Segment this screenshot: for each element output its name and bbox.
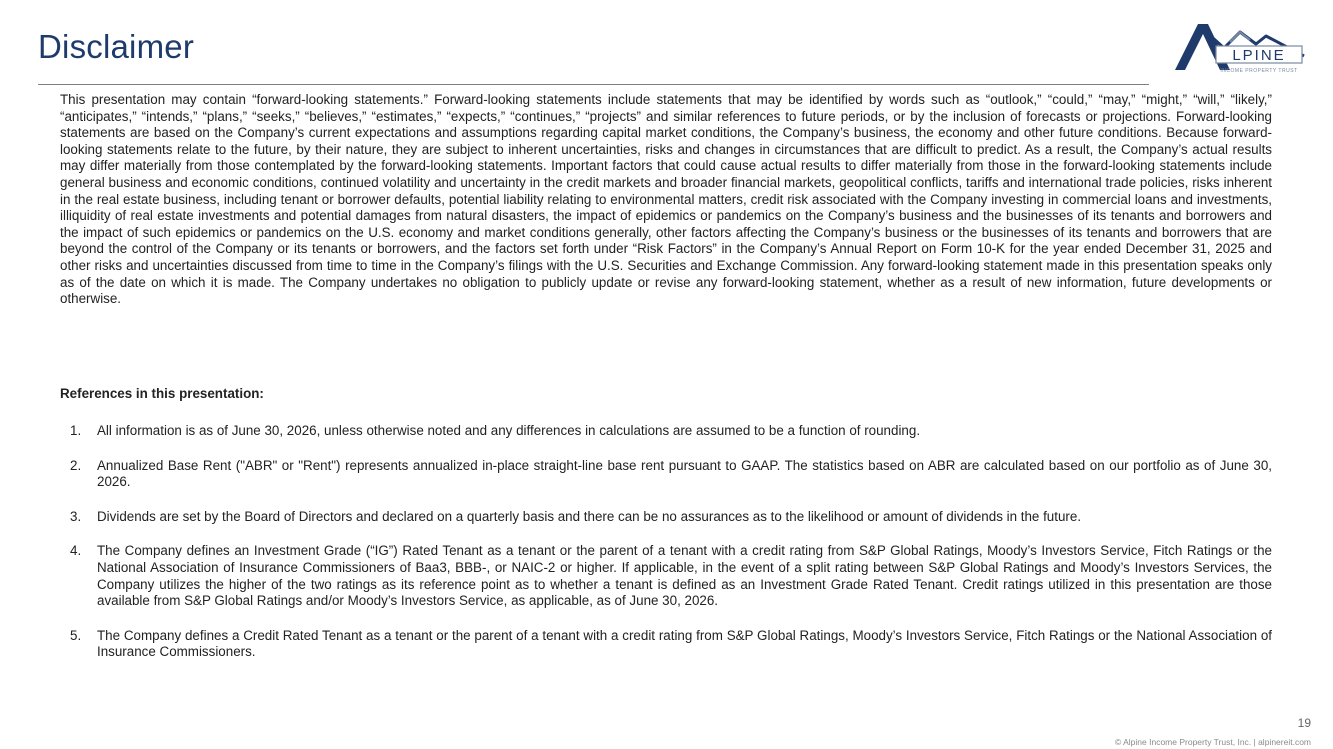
reference-number: 4. [70,543,82,559]
page-number: 19 [1297,716,1311,730]
footer-copyright: © Alpine Income Property Trust, Inc. | alpinereit.com [1114,737,1311,747]
reference-text: Dividends are set by the Board of Directors and declared on a quarterly basis and there can be no assurances as to the likelihood or amount of dividends in the future. [97,508,1082,524]
reference-text: Annualized Base Rent ("ABR" or "Rent") represents annualized in-place straight-line base rent pursuant to GAAP. The statistics based on ABR are calculated based on our portfolio as of June 30, 2026. [97,457,1272,490]
reference-item [60,509,1272,526]
references-list [60,423,1272,661]
reference-item [60,423,1272,440]
alpine-logo [1170,18,1312,76]
reference-item [60,543,1272,609]
reference-item [60,458,1272,491]
reference-number: 2. [70,457,82,473]
reference-text: The Company defines an Investment Grade (“IG”) Rated Tenant as a tenant or the parent of a tenant with a credit rating from S&P Global Ratings, Moody’s Investors Service, Fitch Ratings or the National Association of Insurance Commissioners of Baa3, BBB-, or NAIC-2 or higher. If applicable, in the event of a split rating between S&P Global Ratings and Moody’s Investors Services, the Company utilizes the higher of the two ratings as its reference point as to whether a tenant is defined as an Investment Grade Rated Tenant. Credit ratings utilized in this presentation are those available from S&P Global Ratings and/or Moody’s Investors Service, as applicable, as of June 30, 2026. [97,543,1272,609]
reference-text: All information is as of June 30, 2026, unless otherwise noted and any differences in calculations are assumed to be a function of rounding. [97,423,921,438]
reference-number: 1. [70,423,82,438]
logo-wordmark: LPINE [1232,47,1286,64]
title-divider [38,84,1149,85]
disclaimer-paragraph: This presentation may contain “forward-looking statements.” Forward-looking statements include statements that may be identified by words such as “outlook,” “could,” “may,” “might,” “will,” “likely,” “anticipates,” “intends,” “plans,” “seeks,” “believes,” “estimates,” “expects,” “continues,” “projects” and similar references to future periods, or by the inclusion of forecasts or projections. Forward-looking statements are based on the Company’s current expectations and assumptions regarding capital market conditions, the Company’s business, the economy and other future conditions. Because forward-looking statements relate to the future, by their nature, they are subject to inherent uncertainties, risks and changes in circumstances that are difficult to predict. As a result, the Company’s actual results may differ materially from those contemplated by the forward-looking statements. Important factors that could cause actual results to differ materially from those in the forward-looking statements include general business and economic conditions, continued volatility and uncertainty in the credit markets and broader financial markets, geopolitical conflicts, tariffs and international trade policies, risks inherent in the real estate business, including tenant or borrower defaults, potential liability relating to environmental matters, credit risk associated with the Company investing in commercial loans and investments, illiquidity of real estate investments and potential damages from natural disasters, the impact of epidemics or pandemics on the Company’s business and the businesses of its tenants and borrowers and the impact of such epidemics or pandemics on the U.S. economy and market conditions generally, other factors affecting the Company’s business or the businesses of its tenants and borrowers that are beyond the control of the Company or its tenants or borrowers, and the factors set forth under “Risk Factors” in the Company’s Annual Report on Form 10-K for the year ended December 31, 2025 and other risks and uncertainties discussed from time to time in the Company’s filings with the U.S. Securities and Exchange Commission. Any forward-looking statement made in this presentation speaks only as of the date on which it is made. The Company undertakes no obligation to publicly update or revise any forward-looking statement, whether as a result of new information, future developments or otherwise. [60,92,1272,307]
reference-item [60,628,1272,661]
references-heading: References in this presentation: [60,386,264,401]
page-title: Disclaimer [38,28,195,65]
logo-tagline: INCOME PROPERTY TRUST [1220,68,1298,74]
reference-number: 3. [70,508,82,524]
reference-text: The Company defines a Credit Rated Tenant as a tenant or the parent of a tenant with a credit rating from S&P Global Ratings, Moody’s Investors Service, Fitch Ratings or the National Association of Insurance Commissioners. [97,627,1272,660]
reference-number: 5. [70,627,82,643]
